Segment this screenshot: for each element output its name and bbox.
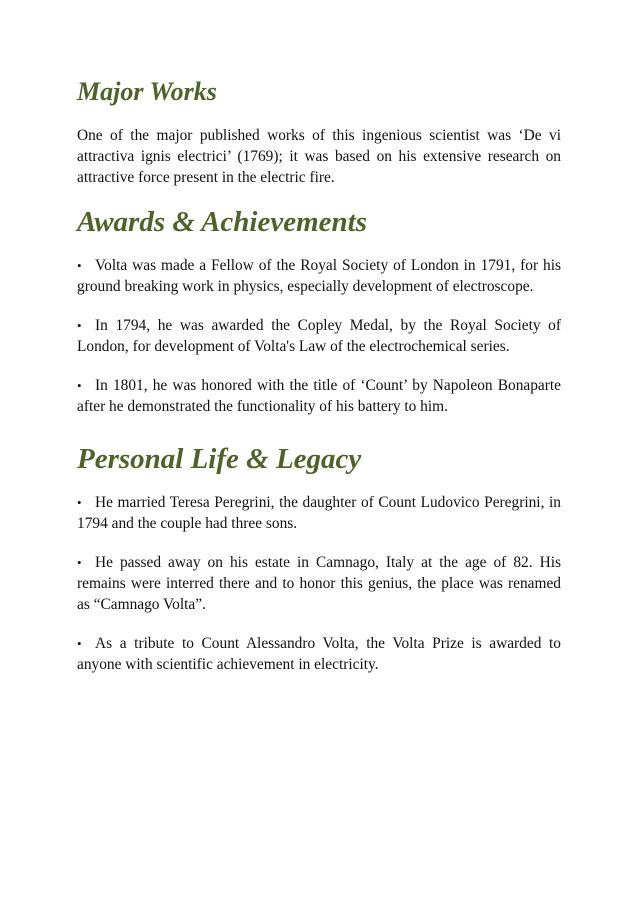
bullet-text: In 1801, he was honored with the title of ‘Count’ by Napoleon Bonaparte after he demonstrated the functionality of his battery to him. (77, 377, 561, 415)
heading-awards-achievements: Awards & Achievements (77, 206, 367, 238)
bullet-text: In 1794, he was awarded the Copley Medal, by the Royal Society of London, for development of Volta's Law of the electrochemical series. (77, 317, 561, 355)
bullet-icon: • (77, 636, 82, 651)
bullet-text: As a tribute to Count Alessandro Volta, the Volta Prize is awarded to anyone with scientific achievement in electricity. (77, 635, 561, 673)
bullet-icon: • (77, 555, 82, 570)
heading-personal-life-legacy: Personal Life & Legacy (77, 443, 362, 475)
personal-list (77, 492, 561, 675)
bullet-icon: • (77, 378, 82, 393)
document-page (77, 76, 561, 675)
list-item (77, 492, 561, 534)
bullet-text: He married Teresa Peregrini, the daughter of Count Ludovico Peregrini, in 1794 and the couple had three sons. (77, 494, 561, 532)
bullet-icon: • (77, 258, 82, 273)
major-works-paragraph: One of the major published works of this ingenious scientist was ‘De vi attractiva ignis electrici’ (1769); it was based on his extensive research on attractive force present in the electric fire. (77, 127, 561, 186)
bullet-text: Volta was made a Fellow of the Royal Society of London in 1791, for his ground breaking work in physics, especially development of electroscope. (77, 257, 561, 295)
list-item (77, 375, 561, 417)
list-item (77, 255, 561, 297)
list-item (77, 552, 561, 615)
heading-major-works: Major Works (77, 77, 217, 106)
awards-list (77, 255, 561, 417)
bullet-text: He passed away on his estate in Camnago, Italy at the age of 82. His remains were interred there and to honor this genius, the place was renamed as “Camnago Volta”. (77, 554, 561, 613)
bullet-icon: • (77, 495, 82, 510)
list-item (77, 315, 561, 357)
bullet-icon: • (77, 318, 82, 333)
list-item (77, 633, 561, 675)
